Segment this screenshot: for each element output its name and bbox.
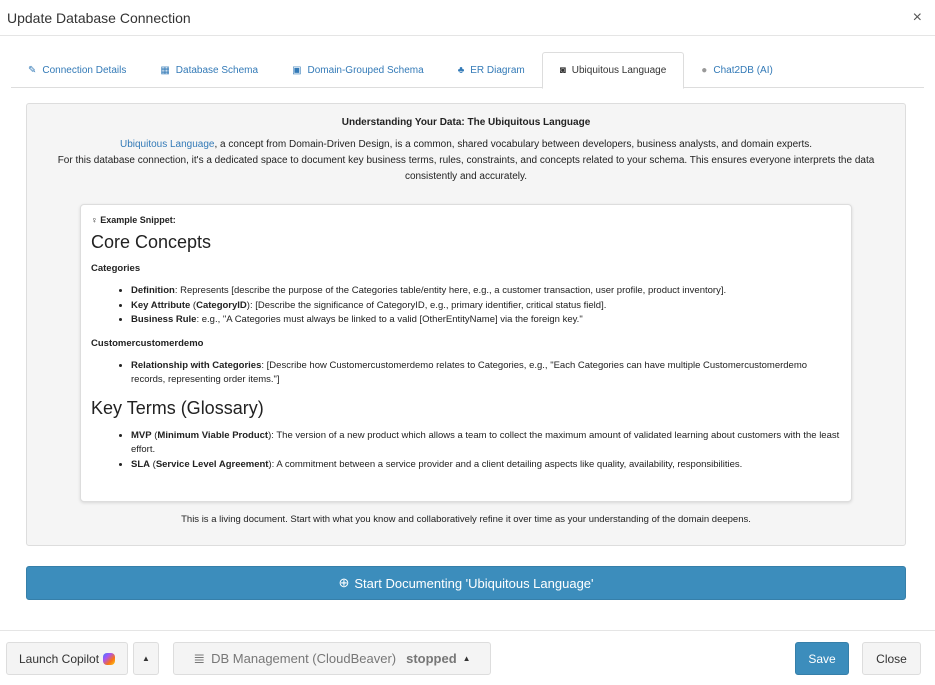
table-icon: ▦ xyxy=(160,64,170,76)
list-item xyxy=(131,284,841,299)
tab-domain-grouped-schema[interactable] xyxy=(275,52,441,88)
term: Service Level Agreement xyxy=(155,458,269,470)
language-icon: ◙ xyxy=(559,65,566,76)
start-documenting-button[interactable] xyxy=(26,566,906,600)
db-status: stopped xyxy=(406,651,457,666)
intro-line-2: For this database connection, it's a dedicated space to document key business terms, rules, constraints, and concepts related to your schema. This ensures everyone interprets the data consistently and accurately. xyxy=(57,155,875,182)
tab-label: Ubiquitous Language xyxy=(571,65,667,76)
term: Minimum Viable Product xyxy=(157,429,269,441)
sep: ( xyxy=(151,429,158,441)
term: CategoryID xyxy=(196,299,247,311)
dialog-header xyxy=(0,0,935,36)
save-button[interactable]: Save xyxy=(795,642,849,675)
dialog-footer xyxy=(0,630,935,685)
living-document-note: This is a living document. Start with what you know and collaboratively refine it over time as your understanding of the domain deepens. xyxy=(181,514,751,525)
term: Relationship with Categories xyxy=(131,359,262,371)
term: Key Attribute xyxy=(131,299,191,311)
desc: ): [Describe the significance of CategoryID, e.g., primary identifier, critical status field]. xyxy=(246,299,607,311)
entity-list xyxy=(131,284,841,328)
desc: : [Describe how Customercustomerdemo relates to Categories, e.g., "Each Categories can have multiple Customercustomerdemo records, representing order items."] xyxy=(131,359,808,385)
close-button[interactable]: Close xyxy=(862,642,921,675)
dialog-title: Update Database Connection xyxy=(7,9,191,26)
desc: ): A commitment between a service provider and a client detailing aspects like quality, availability, responsibilities. xyxy=(268,458,743,470)
term: MVP xyxy=(131,429,152,441)
lightbulb-icon: ♀ xyxy=(91,215,101,225)
tab-bar xyxy=(11,52,924,88)
desc: : e.g., "A Categories must always be linked to a valid [OtherEntityName] via the foreign key." xyxy=(196,314,583,325)
list-item xyxy=(131,299,841,314)
db-label: DB Management (CloudBeaver) xyxy=(211,651,397,666)
term: Definition xyxy=(131,285,175,296)
caret-up-icon: ▲ xyxy=(462,654,471,663)
desc: : Represents [describe the purpose of the Categories table/entity here, e.g., a customer transaction, user profile, product inventory]. xyxy=(174,285,727,296)
term: Business Rule xyxy=(131,314,197,325)
tab-label: Database Schema xyxy=(175,64,259,76)
plug-icon: ✎ xyxy=(28,64,37,76)
close-icon[interactable]: × xyxy=(912,8,922,26)
entity-heading: Categories xyxy=(91,263,141,274)
comments-icon: ● xyxy=(701,64,708,76)
plus-circle-icon: ⊕ xyxy=(338,575,350,590)
list-item xyxy=(131,313,841,328)
snippet-label xyxy=(91,215,841,225)
tab-connection-details[interactable] xyxy=(11,52,143,88)
example-snippet-card xyxy=(80,204,852,502)
copilot-icon xyxy=(103,653,115,665)
tab-label: ER Diagram xyxy=(470,64,525,76)
sitemap-icon: ♣ xyxy=(457,64,465,76)
core-concepts-heading: Core Concepts xyxy=(91,232,212,252)
ubiquitous-language-panel xyxy=(26,103,906,546)
intro-text xyxy=(27,137,905,185)
entity-heading: Customercustomerdemo xyxy=(91,337,204,349)
intro-line-1: , a concept from Domain-Driven Design, is a common, shared vocabulary between developers, business analysts, and domain experts. xyxy=(214,139,813,150)
sep: ( xyxy=(190,299,197,311)
glossary-list xyxy=(131,429,841,473)
start-label: Start Documenting 'Ubiquitous Language' xyxy=(354,575,594,591)
term: SLA xyxy=(131,458,150,470)
list-item xyxy=(131,359,841,388)
copilot-dropdown-toggle[interactable]: ▲ xyxy=(133,642,159,675)
tab-er-diagram[interactable] xyxy=(441,52,542,88)
desc: ): The version of a new product which allows a team to collect the maximum amount of validated learning about customers with the least effort. xyxy=(131,429,840,455)
glossary-heading: Key Terms (Glossary) xyxy=(91,397,264,418)
tab-chat2db[interactable] xyxy=(684,52,790,88)
tab-ubiquitous-language[interactable] xyxy=(542,52,685,89)
tab-database-schema[interactable] xyxy=(143,52,275,88)
sep: ( xyxy=(150,458,156,470)
launch-copilot-button[interactable] xyxy=(6,642,128,675)
entity-list xyxy=(131,359,841,388)
ubiquitous-language-link[interactable]: Ubiquitous Language xyxy=(119,139,215,150)
tab-label: Domain-Grouped Schema xyxy=(307,64,424,76)
snippet-label-text: Example Snippet: xyxy=(100,215,176,225)
copilot-label: Launch Copilot xyxy=(18,651,100,666)
database-icon: ≣ xyxy=(193,650,206,666)
panel-title: Understanding Your Data: The Ubiquitous Language xyxy=(341,117,591,128)
object-group-icon: ▣ xyxy=(292,64,302,76)
db-management-button[interactable] xyxy=(173,642,491,675)
list-item xyxy=(131,458,841,473)
tab-label: Chat2DB (AI) xyxy=(713,64,773,76)
list-item xyxy=(131,429,841,458)
tab-label: Connection Details xyxy=(42,64,127,76)
